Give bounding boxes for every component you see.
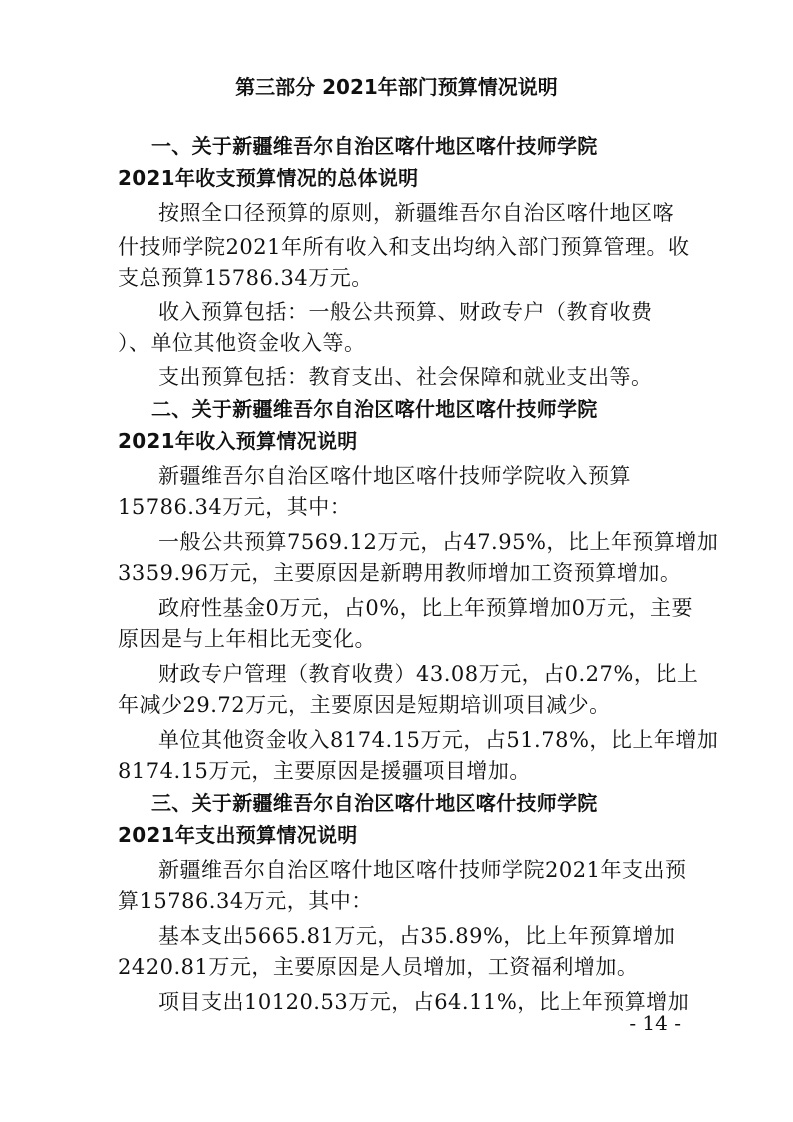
paragraph-line: 什技师学院2021年所有收入和支出均纳入部门预算管理。收	[118, 235, 690, 259]
page-title: 第三部分 2021年部门预算情况说明	[235, 75, 558, 99]
section-heading: 2021年收入预算情况说明	[118, 429, 358, 453]
paragraph-line: 按照全口径预算的原则，新疆维吾尔自治区喀什地区喀	[158, 201, 674, 225]
paragraph-line: 一般公共预算7569.12万元，占47.95%，比上年预算增加	[158, 530, 719, 554]
paragraph-line: 支出预算包括：教育支出、社会保障和就业支出等。	[158, 365, 653, 389]
paragraph-line: 算15786.34万元，其中：	[118, 889, 373, 913]
paragraph-line: 政府性基金0万元，占0%，比上年预算增加0万元，主要	[158, 596, 694, 620]
paragraph-line: 新疆维吾尔自治区喀什地区喀什技师学院2021年支出预	[158, 858, 687, 882]
paragraph-line: 新疆维吾尔自治区喀什地区喀什技师学院收入预算	[158, 464, 631, 488]
paragraph-line: 收入预算包括：一般公共预算、财政专户（教育收费	[158, 300, 653, 324]
paragraph-line: 3359.96万元，主要原因是新聘用教师增加工资预算增加。	[118, 561, 682, 585]
paragraph-line: 支总预算15786.34万元。	[118, 266, 373, 290]
paragraph-line: 2420.81万元，主要原因是人员增加，工资福利增加。	[118, 955, 639, 979]
paragraph-line: 年减少29.72万元，主要原因是短期培训项目减少。	[118, 693, 611, 717]
paragraph-line: 项目支出10120.53万元，占64.11%，比上年预算增加	[158, 990, 690, 1014]
section-heading: 2021年收支预算情况的总体说明	[118, 166, 419, 190]
paragraph-line: 原因是与上年相比无变化。	[118, 627, 376, 651]
paragraph-line: 单位其他资金收入8174.15万元，占51.78%，比上年增加	[158, 728, 719, 752]
section-heading: 三、关于新疆维吾尔自治区喀什地区喀什技师学院	[151, 791, 598, 815]
paragraph-line: 8174.15万元，主要原因是援疆项目增加。	[118, 759, 531, 783]
paragraph-line: 15786.34万元，其中：	[118, 495, 352, 519]
paragraph-line: 财政专户管理（教育收费）43.08万元，占0.27%，比上	[158, 662, 699, 686]
paragraph-line: 基本支出5665.81万元，占35.89%，比上年预算增加	[158, 924, 676, 948]
section-heading: 二、关于新疆维吾尔自治区喀什地区喀什技师学院	[151, 397, 598, 421]
paragraph-line: ）、单位其他资金收入等。	[118, 331, 366, 355]
page-number: - 14 -	[629, 1011, 681, 1035]
section-heading: 2021年支出预算情况说明	[118, 823, 358, 847]
section-heading: 一、关于新疆维吾尔自治区喀什地区喀什技师学院	[151, 134, 598, 158]
